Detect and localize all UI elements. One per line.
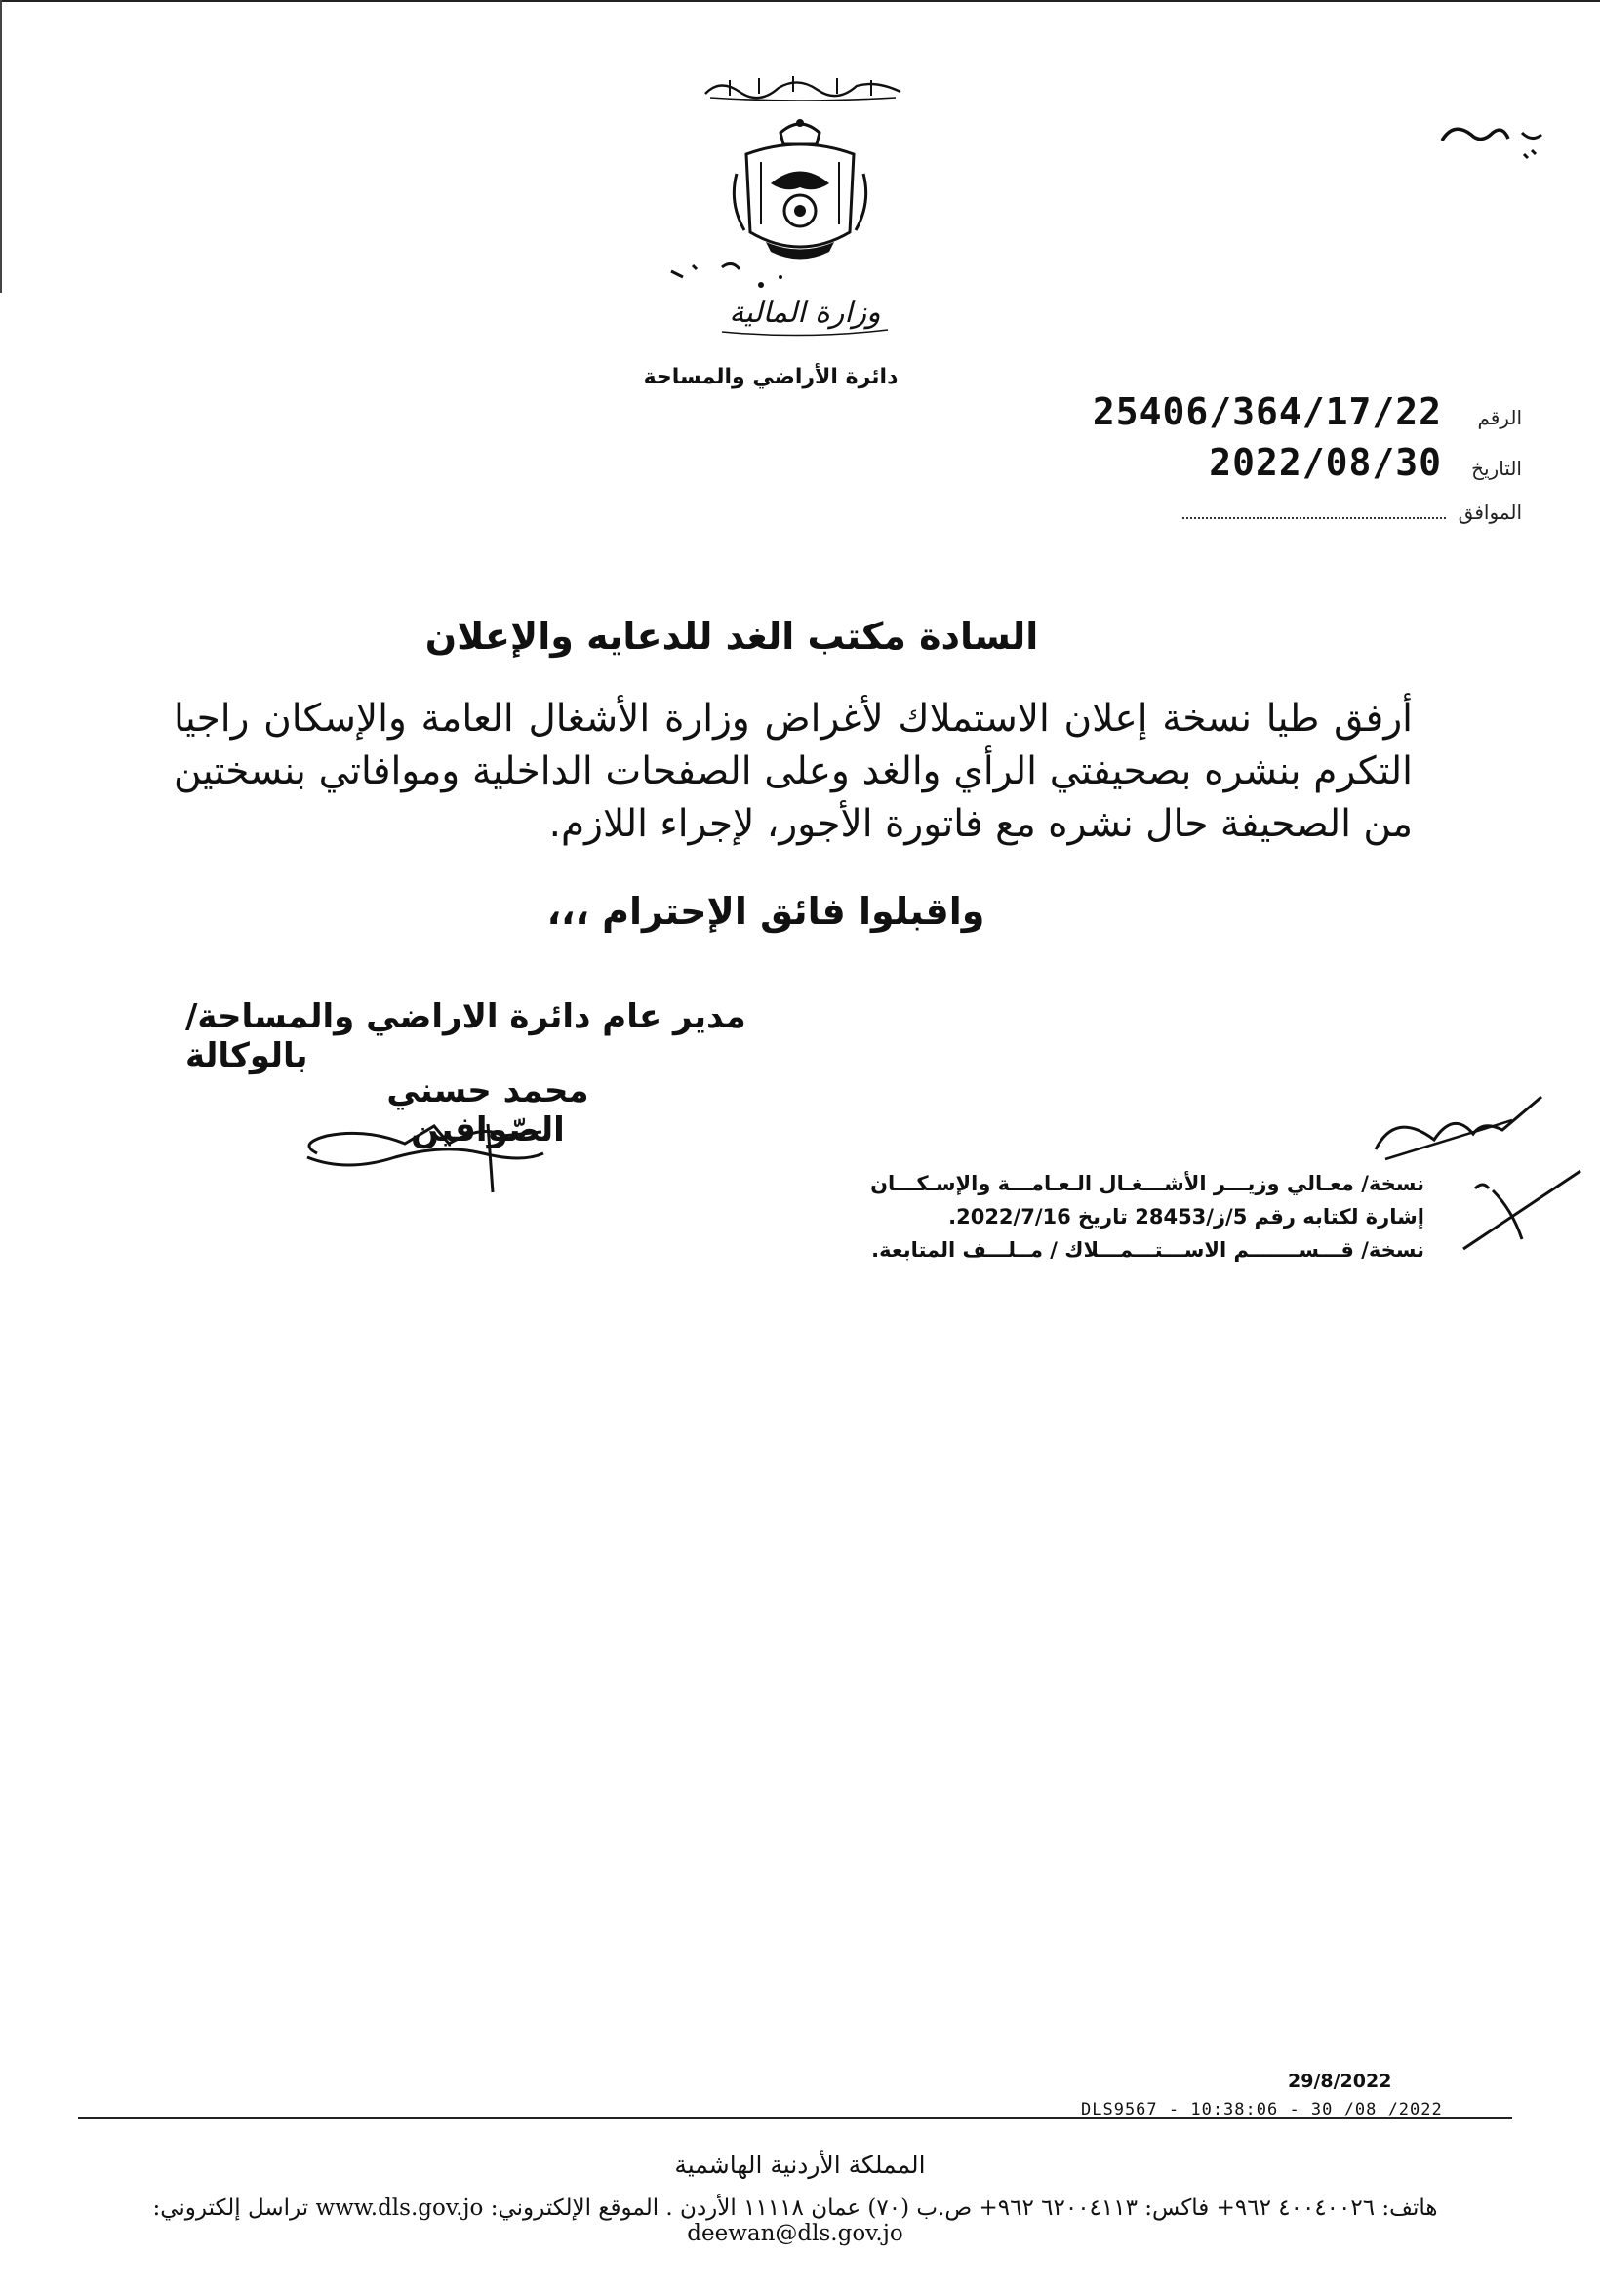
letter-body: أرفق طيا نسخة إعلان الاستملاك لأغراض وزارة الأشغال العامة والإسكان راجيا التكرم بنشره بصحيفتي الرأي والغد وعلى الصفحات الداخلية وموافاتي بنسختين من الصحيفة حال نشره مع فاتورة الأجور، لإجراء اللازم. <box>174 697 1413 846</box>
letter-recipient: السادة مكتب الغد للدعايه والإعلان <box>424 615 1039 658</box>
scan-left-edge <box>0 0 2 293</box>
handwritten-signature <box>288 1114 580 1202</box>
handwritten-cross-mark <box>1454 1161 1590 1259</box>
footer-divider <box>78 2117 1512 2119</box>
reference-number-label: الرقم <box>1477 406 1522 429</box>
footer-kingdom-name: المملكة الأردنية الهاشمية <box>674 2151 926 2179</box>
copy-line-minister: نسخة/ معـالي وزيـــر الأشـــغـال الـعـامـــة والإسـكـــان <box>870 1172 1424 1195</box>
reference-date-value: 2022/08/30 <box>1209 441 1442 484</box>
handwritten-footer-date: 29/8/2022 <box>1288 2071 1392 2092</box>
reference-corresponding-row <box>1015 500 1522 539</box>
system-timestamp: DLS9567 - 10:38:06 - 30 /08 /2022 <box>1081 2100 1443 2119</box>
reference-corresponding-label: الموافق <box>1458 501 1522 524</box>
signatory-title: مدير عام دائرة الاراضي والمساحة/بالوكالة <box>185 997 746 1075</box>
reference-date-row <box>1015 441 1522 484</box>
signatory-name: محمد حسني الصّوافين <box>386 1071 589 1149</box>
letter-closing: واقبلوا فائق الإحترام ،،، <box>546 890 985 933</box>
reference-number-value: 25406/364/17/22 <box>1092 390 1442 433</box>
svg-text:وزارة المالية: وزارة المالية <box>729 296 881 330</box>
copy-line-section: نسخة/ قـــســـــــم الاســـتـــمـــلاك / مــلـــف المتابعة. <box>871 1238 1424 1262</box>
ink-specks <box>663 256 810 314</box>
coat-of-arms-emblem <box>727 115 873 271</box>
copy-line-reference: إشارة لكتابه رقم 5/ز/28453 تاريخ 2022/7/16. <box>948 1205 1424 1229</box>
handwritten-initials <box>1366 1091 1551 1169</box>
copies-block <box>820 1167 1424 1267</box>
department-name: دائرة الأراضي والمساحة <box>643 365 899 389</box>
scan-top-edge <box>0 0 1600 2</box>
reference-date-label: التاريخ <box>1471 457 1522 480</box>
handwritten-note <box>1434 115 1551 164</box>
reference-number-row <box>1015 390 1522 433</box>
basmala-calligraphy <box>700 70 905 103</box>
corresponding-blank-line <box>1182 500 1446 519</box>
footer-contact-info: هاتف: ٤٠٠٤٠٠٢٦ ٩٦٢+ فاكس: ٦٢٠٠٤١١٣ ٩٦٢+ ص.ب (٧٠) عمان ١١١١٨ الأردن . الموقع الإلكتروني: www.dls.gov.jo تراسل إلكتروني: deewan@dls.gov.jo <box>152 2195 1438 2246</box>
